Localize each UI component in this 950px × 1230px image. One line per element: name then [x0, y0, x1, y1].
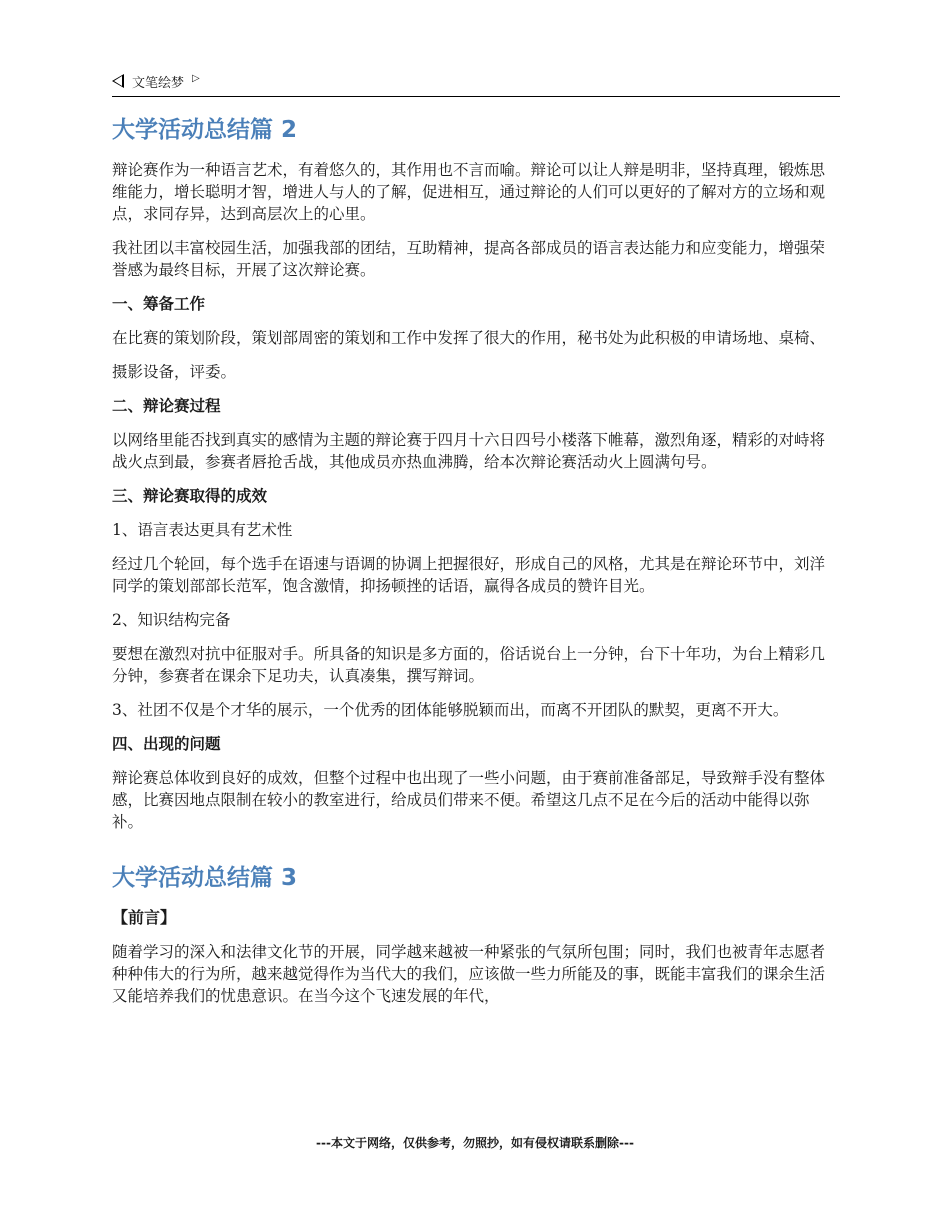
section-title-2: 大学活动总结篇 2 — [112, 117, 298, 143]
subheading-results: 三、辩论赛取得的成效 — [112, 487, 268, 505]
subheading-process: 二、辩论赛过程 — [112, 397, 221, 415]
subheading-preparation: 一、筹备工作 — [112, 295, 206, 313]
paragraph: 我社团以丰富校园生活，加强我部的团结，互助精神，提高各部成员的语言表达能力和应变能力，增强荣誉感为最终目标，开展了这次辩论赛。 — [112, 239, 826, 279]
paragraph: 随着学习的深入和法律文化节的开展，同学越来越被一种紧张的气氛所包围；同时，我们也被青年志愿者种种伟大的行为所，越来越觉得作为当代大的我们，应该做一些力所能及的事，既能丰富我们的课余生活又能培养我们的忧患意识。在当今这个飞速发展的年代， — [112, 943, 826, 1005]
paragraph: 以网络里能否找到真实的感情为主题的辩论赛于四月十六日四号小楼落下帷幕，激烈角逐，精彩的对峙将战火点到最，参赛者唇抢舌战，其他成员亦热血沸腾，给本次辩论赛活动火上圆满句号。 — [112, 431, 826, 471]
paragraph: 3、社团不仅是个才华的展示，一个优秀的团体能够脱颖而出，而离不开团队的默契，更离不开大。 — [112, 701, 789, 719]
paragraph: 在比赛的策划阶段，策划部周密的策划和工作中发挥了很大的作用，秘书处为此积极的申请场地、桌椅、 — [112, 329, 826, 347]
footer-disclaimer: ---本文于网络，仅供参考，勿照抄，如有侵权请联系删除--- — [316, 1136, 634, 1150]
back-triangle-icon — [112, 74, 124, 88]
paragraph: 摄影设备，评委。 — [112, 363, 237, 381]
paragraph: 经过几个轮回，每个选手在语速与语调的协调上把握很好，形成自己的风格，尤其是在辩论环节中，刘洋同学的策划部部长范军，饱含激情，抑扬顿挫的话语，赢得各成员的赞许目光。 — [112, 555, 826, 595]
preface-heading: 【前言】 — [112, 908, 177, 927]
subheading-problems: 四、出现的问题 — [112, 735, 221, 753]
paragraph: 辩论赛总体收到良好的成效，但整个过程中也出现了一些小问题，由于赛前准备部足，导致辩手没有整体感，比赛因地点限制在较小的教室进行，给成员们带来不便。希望这几点不足在今后的活动中能得以弥补。 — [112, 769, 826, 831]
paragraph: 辩论赛作为一种语言艺术，有着悠久的，其作用也不言而喻。辩论可以让人辩是明非，坚持真理，锻炼思维能力，增长聪明才智，增进人与人的了解，促进相互，通过辩论的人们可以更好的了解对方的立场和观点，求同存异，达到高层次上的心里。 — [112, 161, 826, 223]
brand-name: 文笔绘梦 — [132, 75, 185, 91]
play-triangle-icon: ▷ — [192, 72, 200, 84]
paragraph: 2、知识结构完备 — [112, 611, 231, 629]
section-title-3: 大学活动总结篇 3 — [112, 865, 298, 891]
document-page — [112, 66, 840, 1019]
paragraph: 1、语言表达更具有艺术性 — [112, 521, 293, 539]
page-header — [112, 66, 840, 97]
paragraph: 要想在激烈对抗中征服对手。所具备的知识是多方面的，俗话说台上一分钟，台下十年功，为台上精彩几分钟，参赛者在课余下足功夫，认真凑集，撰写辩词。 — [112, 645, 826, 685]
